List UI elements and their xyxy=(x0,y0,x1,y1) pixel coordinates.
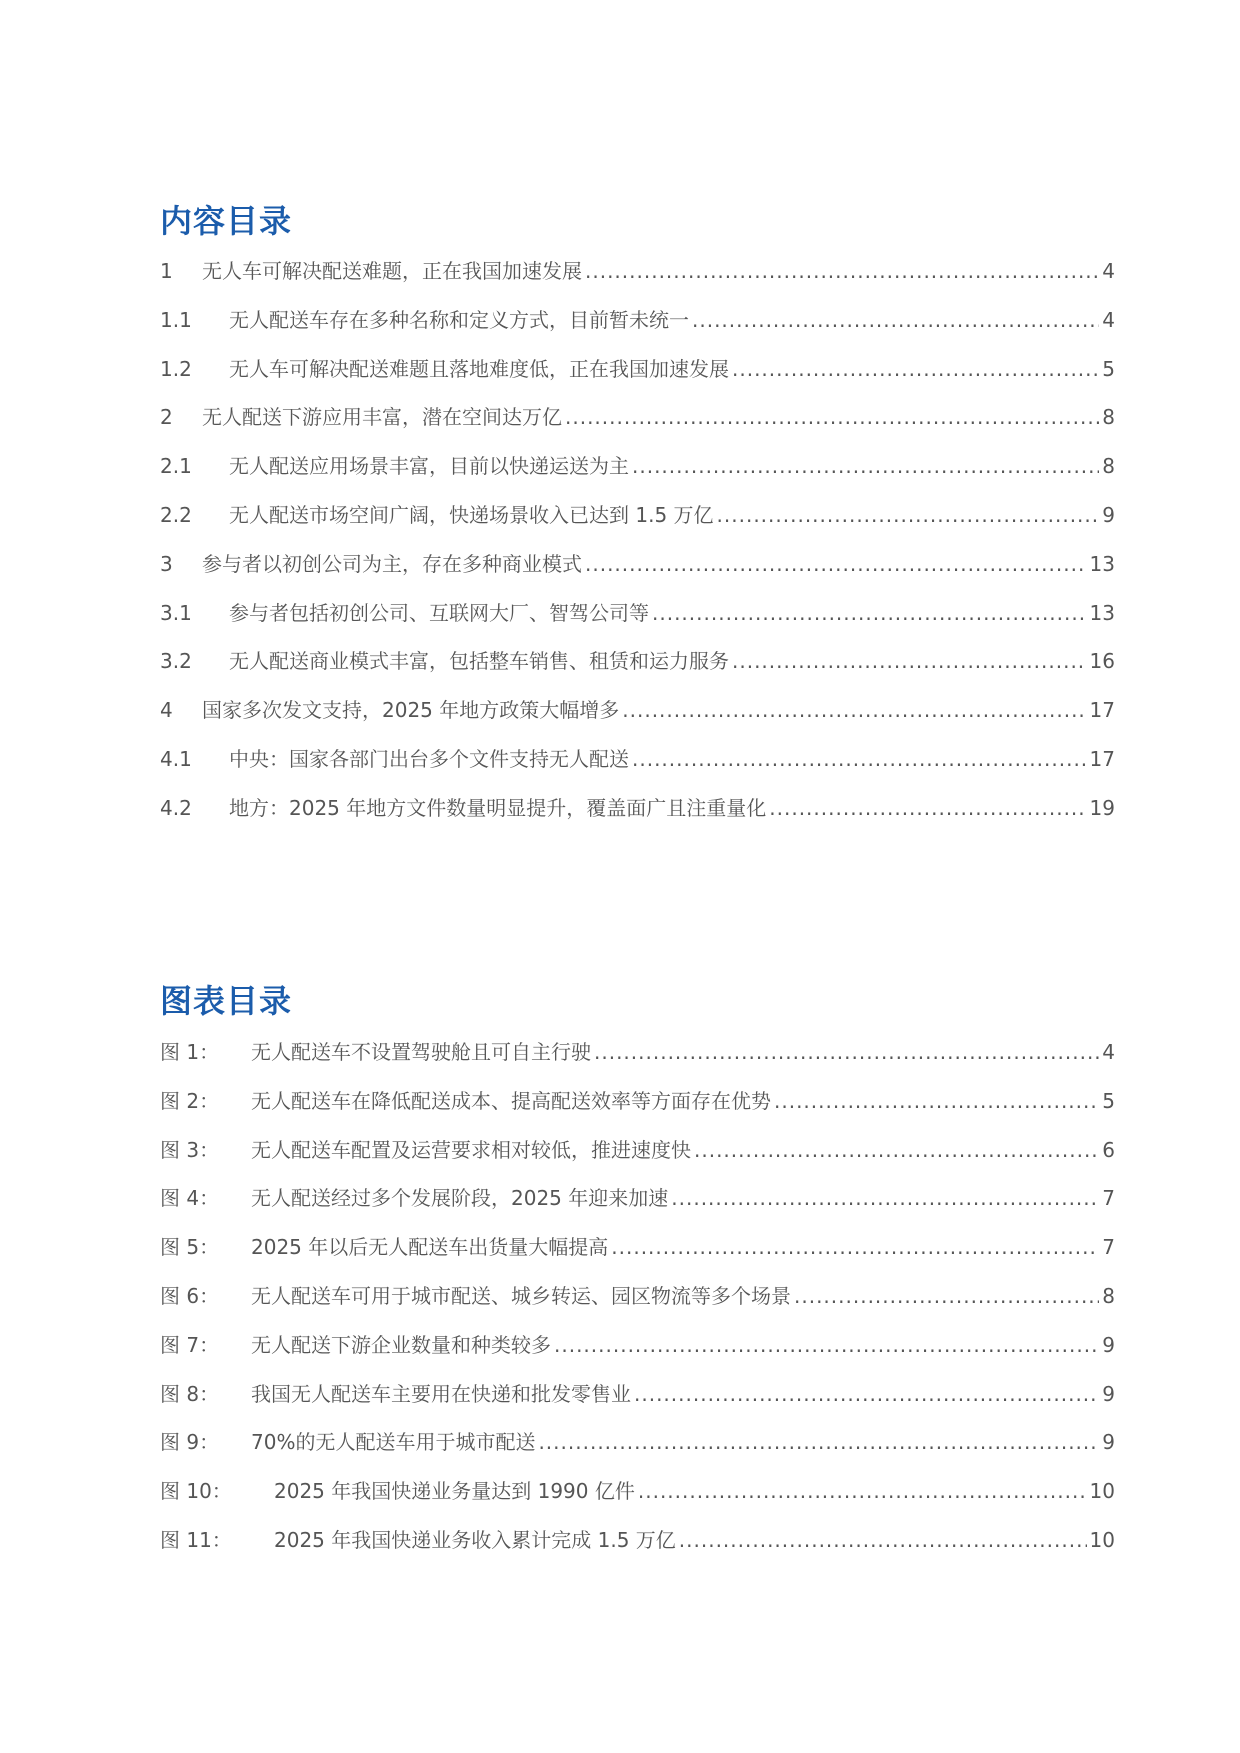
entry-number: 图 6： xyxy=(160,1283,220,1308)
entry-title: 无人配送市场空间广阔，快递场景收入已达到 1.5 万亿 xyxy=(229,502,714,527)
figure-entry[interactable] xyxy=(160,1467,1115,1516)
entry-number: 3.2 xyxy=(160,649,192,674)
entry-number: 图 10： xyxy=(160,1479,232,1504)
entry-page-number: 7 xyxy=(1102,1186,1115,1211)
entry-number: 图 1： xyxy=(160,1040,220,1064)
entry-title: 我国无人配送车主要用在快递和批发零售业 xyxy=(251,1381,631,1406)
leader-dots xyxy=(732,345,1099,394)
leader-dots xyxy=(774,1077,1099,1126)
leader-dots xyxy=(694,1126,1099,1175)
entry-page-number: 9 xyxy=(1102,502,1115,527)
entry-page-number: 17 xyxy=(1089,698,1115,723)
entry-page-number: 8 xyxy=(1102,405,1115,430)
entry-number: 2 xyxy=(160,405,173,430)
leader-dots xyxy=(565,393,1099,442)
toc-entry[interactable] xyxy=(160,784,1115,833)
entry-page-number: 9 xyxy=(1102,1430,1115,1455)
toc-entry[interactable] xyxy=(160,491,1115,540)
leader-dots xyxy=(692,296,1099,345)
toc-title: 内容目录 xyxy=(160,202,293,240)
toc-entry[interactable] xyxy=(160,393,1115,442)
entry-number: 2.1 xyxy=(160,454,192,479)
leader-dots xyxy=(585,247,1099,296)
figure-entry[interactable] xyxy=(160,1516,1115,1565)
toc-entry[interactable] xyxy=(160,442,1115,491)
entry-page-number: 4 xyxy=(1102,307,1115,332)
entry-title: 地方：2025 年地方文件数量明显提升，覆盖面广且注重量化 xyxy=(229,795,767,820)
entry-page-number: 10 xyxy=(1089,1479,1115,1504)
leader-dots xyxy=(671,1174,1099,1223)
leader-dots xyxy=(585,540,1087,589)
entry-number: 1 xyxy=(160,259,173,283)
entry-number: 2.2 xyxy=(160,502,192,527)
figure-entry[interactable] xyxy=(160,1272,1115,1321)
entry-number: 3 xyxy=(160,551,173,576)
entry-title: 中央：国家各部门出台多个文件支持无人配送 xyxy=(229,746,629,771)
leader-dots xyxy=(638,1467,1087,1516)
leader-dots xyxy=(622,686,1086,735)
figure-entry[interactable] xyxy=(160,1223,1115,1272)
toc-entry[interactable] xyxy=(160,247,1115,296)
leader-dots xyxy=(679,1516,1087,1565)
entry-page-number: 8 xyxy=(1102,454,1115,479)
entry-title: 无人配送车存在多种名称和定义方式，目前暂未统一 xyxy=(229,307,689,332)
entry-number: 4.2 xyxy=(160,795,192,820)
entry-number: 1.1 xyxy=(160,307,192,332)
entry-number: 图 2： xyxy=(160,1088,220,1113)
entry-page-number: 4 xyxy=(1102,259,1115,283)
leader-dots xyxy=(632,735,1087,784)
entry-number: 图 8： xyxy=(160,1381,220,1406)
entry-number: 图 5： xyxy=(160,1235,220,1260)
entry-page-number: 5 xyxy=(1102,356,1115,381)
entry-number: 4 xyxy=(160,698,173,723)
toc-list xyxy=(160,247,1115,833)
entry-number: 3.1 xyxy=(160,600,192,625)
leader-dots xyxy=(652,589,1087,638)
entry-title: 无人配送车配置及运营要求相对较低，推进速度快 xyxy=(251,1137,691,1162)
entry-page-number: 9 xyxy=(1102,1332,1115,1357)
figures-title: 图表目录 xyxy=(160,982,293,1020)
entry-title: 无人配送车不设置驾驶舱且可自主行驶 xyxy=(251,1040,591,1064)
entry-page-number: 8 xyxy=(1102,1283,1115,1308)
entry-title: 70%的无人配送车用于城市配送 xyxy=(251,1430,536,1455)
leader-dots xyxy=(717,491,1100,540)
entry-title: 无人配送下游应用丰富，潜在空间达万亿 xyxy=(202,405,562,430)
entry-number: 1.2 xyxy=(160,356,192,381)
toc-entry[interactable] xyxy=(160,589,1115,638)
entry-title: 无人配送应用场景丰富，目前以快递运送为主 xyxy=(229,454,629,479)
entry-page-number: 13 xyxy=(1089,551,1115,576)
entry-page-number: 5 xyxy=(1102,1088,1115,1113)
entry-number: 图 4： xyxy=(160,1186,220,1211)
toc-entry[interactable] xyxy=(160,637,1115,686)
toc-entry[interactable] xyxy=(160,296,1115,345)
figure-entry[interactable] xyxy=(160,1174,1115,1223)
entry-title: 无人配送经过多个发展阶段，2025 年迎来加速 xyxy=(251,1186,669,1211)
entry-title: 参与者包括初创公司、互联网大厂、智驾公司等 xyxy=(229,600,649,625)
entry-number: 图 11： xyxy=(160,1527,232,1552)
figure-entry[interactable] xyxy=(160,1126,1115,1175)
leader-dots xyxy=(611,1223,1099,1272)
entry-number: 图 3： xyxy=(160,1137,220,1162)
entry-title: 参与者以初创公司为主，存在多种商业模式 xyxy=(202,551,582,576)
figures-list xyxy=(160,1028,1115,1565)
toc-entry[interactable] xyxy=(160,686,1115,735)
leader-dots xyxy=(594,1028,1099,1077)
entry-title: 国家多次发文支持，2025 年地方政策大幅增多 xyxy=(202,698,620,723)
leader-dots xyxy=(769,784,1086,833)
entry-page-number: 10 xyxy=(1089,1527,1115,1552)
entry-page-number: 16 xyxy=(1089,649,1115,674)
entry-page-number: 17 xyxy=(1089,746,1115,771)
entry-title: 2025 年以后无人配送车出货量大幅提高 xyxy=(251,1235,609,1260)
entry-title: 无人配送商业模式丰富，包括整车销售、租赁和运力服务 xyxy=(229,649,729,674)
entry-page-number: 13 xyxy=(1089,600,1115,625)
toc-entry[interactable] xyxy=(160,540,1115,589)
leader-dots xyxy=(632,442,1099,491)
entry-page-number: 4 xyxy=(1102,1040,1115,1064)
figure-entry[interactable] xyxy=(160,1077,1115,1126)
entry-title: 2025 年我国快递业务收入累计完成 1.5 万亿 xyxy=(274,1527,676,1552)
entry-number: 图 7： xyxy=(160,1332,220,1357)
toc-entry[interactable] xyxy=(160,735,1115,784)
entry-title: 无人配送车在降低配送成本、提高配送效率等方面存在优势 xyxy=(251,1088,771,1113)
leader-dots xyxy=(538,1418,1099,1467)
entry-title: 无人车可解决配送难题且落地难度低，正在我国加速发展 xyxy=(229,356,729,381)
figure-entry[interactable] xyxy=(160,1321,1115,1370)
entry-page-number: 6 xyxy=(1102,1137,1115,1162)
entry-page-number: 19 xyxy=(1089,795,1115,820)
entry-number: 图 9： xyxy=(160,1430,220,1455)
leader-dots xyxy=(732,637,1087,686)
entry-title: 无人配送车可用于城市配送、城乡转运、园区物流等多个场景 xyxy=(251,1283,791,1308)
figure-entry[interactable] xyxy=(160,1370,1115,1419)
entry-page-number: 9 xyxy=(1102,1381,1115,1406)
entry-number: 4.1 xyxy=(160,746,192,771)
leader-dots xyxy=(794,1272,1099,1321)
figure-entry[interactable] xyxy=(160,1418,1115,1467)
leader-dots xyxy=(634,1370,1099,1419)
figure-entry[interactable] xyxy=(160,1028,1115,1077)
entry-title: 无人车可解决配送难题，正在我国加速发展 xyxy=(202,259,582,283)
entry-page-number: 7 xyxy=(1102,1235,1115,1260)
leader-dots xyxy=(554,1321,1099,1370)
entry-title: 2025 年我国快递业务量达到 1990 亿件 xyxy=(274,1479,635,1504)
toc-entry[interactable] xyxy=(160,345,1115,394)
entry-title: 无人配送下游企业数量和种类较多 xyxy=(251,1332,551,1357)
